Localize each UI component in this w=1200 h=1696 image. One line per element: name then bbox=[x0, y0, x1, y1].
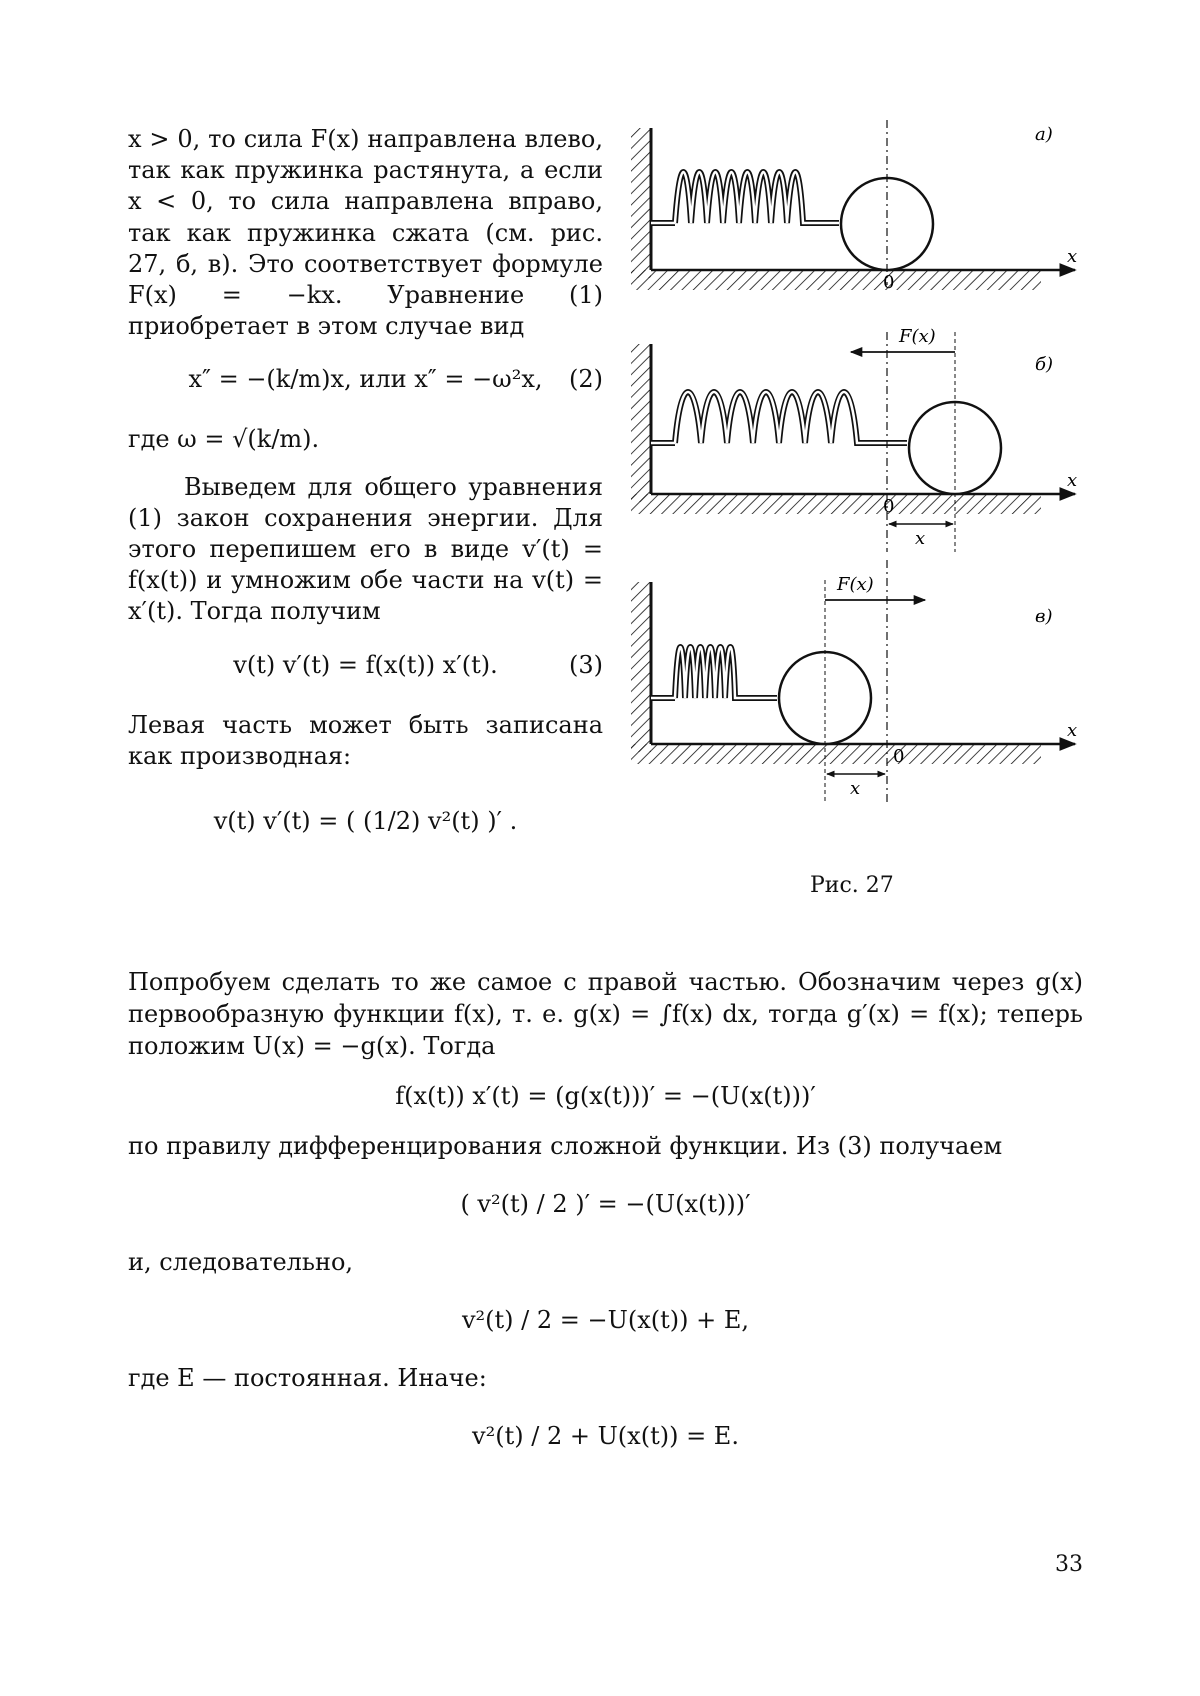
equation-3-body: v(t) v′(t) = f(x(t)) x′(t). bbox=[128, 650, 603, 681]
omega-definition: где ω = √(k/m). bbox=[128, 424, 603, 455]
paragraph-energy-derivation: Выведем для общего уравнения (1) закон сохранения энергии. Для этого перепишем его в виде v′(t) = f(x(t)) и умножим обе части на v(t) = x′(t). Тогда получим bbox=[128, 472, 603, 628]
floor-hatching bbox=[631, 494, 1041, 514]
panel-label-a: а) bbox=[1035, 124, 1053, 145]
floor-hatching bbox=[631, 270, 1041, 290]
equation-energy-constant: v²(t) / 2 = −U(x(t)) + E, bbox=[128, 1304, 1083, 1336]
axis-label: x bbox=[1067, 720, 1077, 741]
paragraph-from-3: по правилу дифференцирования сложной функции. Из (3) получаем bbox=[128, 1130, 1083, 1162]
figure-caption: Рис. 27 bbox=[810, 873, 894, 898]
wall-hatching bbox=[631, 344, 651, 502]
equation-chain-rule: f(x(t)) x′(t) = (g(x(t)))′ = −(U(x(t)))′ bbox=[128, 1080, 1083, 1112]
axis-label: x bbox=[1067, 246, 1077, 267]
origin-label: 0 bbox=[883, 496, 894, 517]
equation-kinetic-derivative: ( v²(t) / 2 )′ = −(U(x(t)))′ bbox=[128, 1188, 1083, 1220]
panel-a bbox=[631, 120, 1077, 293]
paragraph-consequently: и, следовательно, bbox=[128, 1246, 1083, 1278]
spring-diagram bbox=[625, 120, 1090, 860]
paragraph-left-side: Левая часть может быть записана как производная: bbox=[128, 710, 603, 772]
equation-energy-conservation: v²(t) / 2 + U(x(t)) = E. bbox=[128, 1420, 1083, 1452]
origin-label: 0 bbox=[893, 746, 904, 767]
axis-label: x bbox=[1067, 470, 1077, 491]
paragraph-force-direction: x > 0, то сила F(x) направлена влево, так как пружинка растянута, а если x < 0, то сила направлена вправо, так как пружинка сжата (см. рис. 27, б, в). Это соответствует формуле F(x) = −kx. Уравнение (1) приобретает в этом случае вид bbox=[128, 124, 603, 342]
force-label: F(x) bbox=[898, 326, 936, 347]
panel-label-b: б) bbox=[1035, 354, 1053, 375]
force-label: F(x) bbox=[836, 574, 874, 595]
panel-b bbox=[631, 326, 1077, 552]
floor-hatching bbox=[631, 744, 1041, 764]
paragraph-where-E: где E — постоянная. Иначе: bbox=[128, 1362, 1083, 1394]
panel-label-v: в) bbox=[1035, 606, 1053, 627]
equation-3-number: (3) bbox=[569, 650, 603, 681]
ball bbox=[841, 178, 933, 270]
origin-label: 0 bbox=[883, 272, 894, 293]
spring-coil-inner bbox=[651, 392, 907, 443]
equation-derivative bbox=[128, 794, 603, 852]
equation-2 bbox=[128, 352, 603, 410]
equation-derivative-body: v(t) v′(t) = ( (1/2) v²(t) )′ . bbox=[128, 806, 603, 837]
equation-2-body: x″ = −(k/m)x, или x″ = −ω²x, bbox=[128, 364, 603, 395]
equation-3 bbox=[128, 638, 603, 696]
panel-v bbox=[631, 560, 1077, 804]
displacement-label: x bbox=[850, 778, 860, 799]
figure-27 bbox=[625, 120, 1090, 860]
equation-2-number: (2) bbox=[569, 364, 603, 395]
left-text-column bbox=[128, 124, 603, 866]
full-width-text bbox=[128, 966, 1083, 1478]
book-page bbox=[0, 0, 1200, 1696]
displacement-label: x bbox=[915, 528, 925, 549]
page-number: 33 bbox=[1055, 1552, 1083, 1577]
paragraph-right-side: Попробуем сделать то же самое с правой частью. Обозначим через g(x) первообразную функции f(x), т. е. g(x) = ∫f(x) dx, тогда g′(x) = f(x); теперь положим U(x) = −g(x). Тогда bbox=[128, 966, 1083, 1062]
wall-hatching bbox=[631, 582, 651, 752]
wall-hatching bbox=[631, 128, 651, 278]
